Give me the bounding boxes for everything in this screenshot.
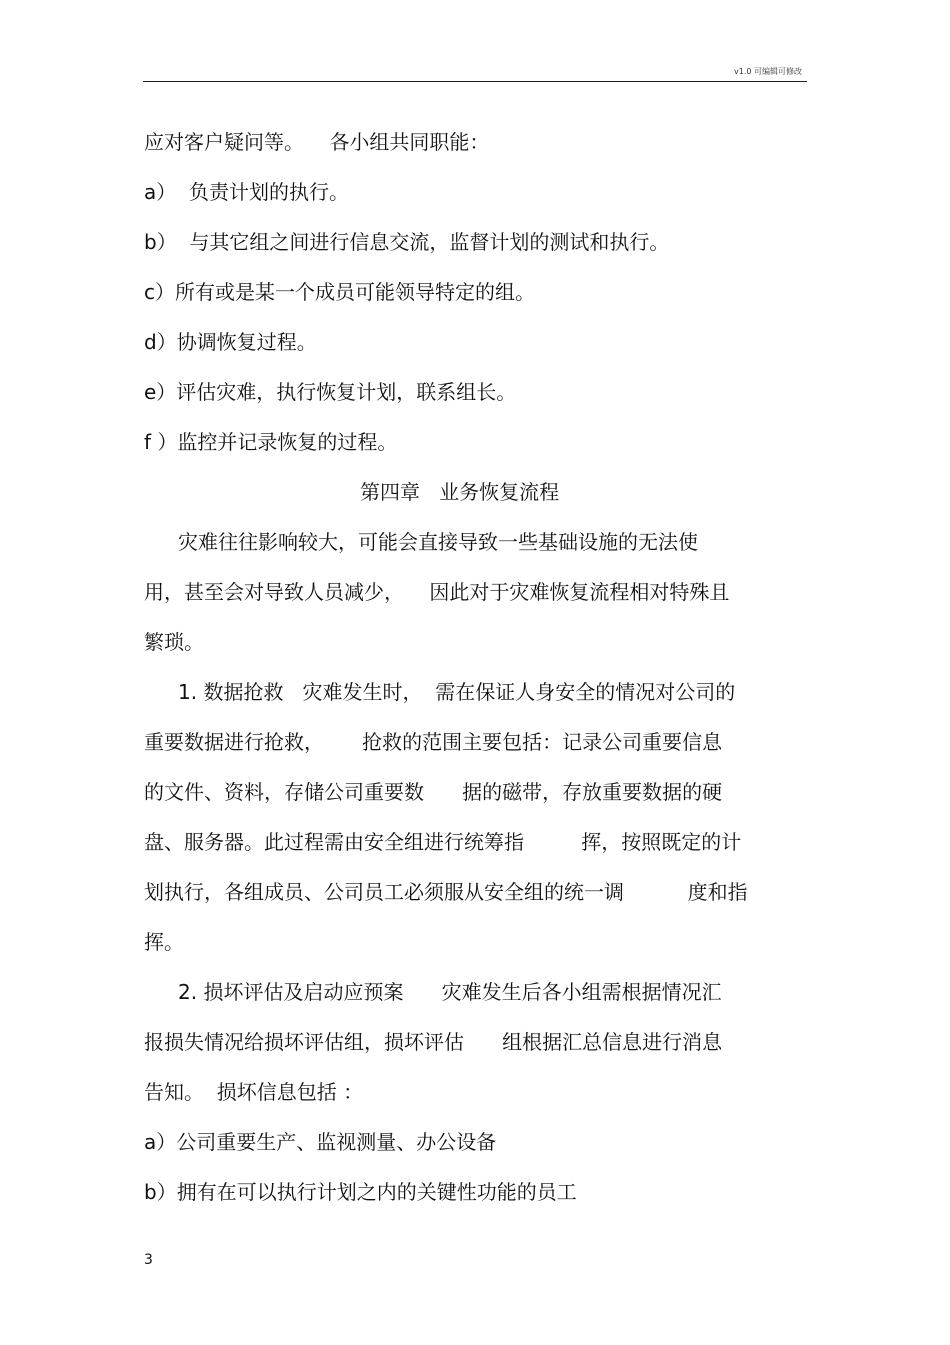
paragraph-line: 繁琐。 <box>144 630 204 654</box>
list-item-f: f ）监控并记录恢复的过程。 <box>144 430 398 454</box>
paragraph-line: 灾难往往影响较大，可能会直接导致一些基础设施的无法使 <box>178 530 698 554</box>
list-item-a: a） 负责计划的执行。 <box>144 180 349 204</box>
chapter-heading: 第四章 业务恢复流程 <box>360 480 560 504</box>
damage-list-item-b: b）拥有在可以执行计划之内的关键性功能的员工 <box>144 1180 577 1204</box>
page-number: 3 <box>144 1252 153 1268</box>
damage-list-item-a: a）公司重要生产、监视测量、办公设备 <box>144 1130 497 1154</box>
list-item-d: d）协调恢复过程。 <box>144 330 317 354</box>
paragraph-line: 挥。 <box>144 930 184 954</box>
paragraph-line: 的文件、资料，存储公司重要数 据的磁带，存放重要数据的硬 <box>144 780 723 804</box>
paragraph-line: 用，甚至会对导致人员减少， 因此对于灾难恢复流程相对特殊且 <box>144 580 730 604</box>
list-item-b: b） 与其它组之间进行信息交流，监督计划的测试和执行。 <box>144 230 670 254</box>
list-item-e: e）评估灾难，执行恢复计划，联系组长。 <box>144 380 517 404</box>
header-divider <box>143 81 807 82</box>
paragraph-line: 盘、服务器。此过程需由安全组进行统筹指 挥，按照既定的计 <box>144 830 742 854</box>
header-version-label: v1.0 可编辑可修改 <box>734 67 802 76</box>
section-damage-assessment-line: 2. 损坏评估及启动应预案 灾难发生后各小组需根据情况汇 <box>178 980 722 1004</box>
paragraph-line: 划执行，各组成员、公司员工必须服从安全组的统一调 度和指 <box>144 880 748 904</box>
paragraph-line: 报损失情况给损坏评估组，损坏评估 组根据汇总信息进行消息 <box>144 1030 723 1054</box>
paragraph-line: 告知。 损坏信息包括 ： <box>144 1080 364 1104</box>
section-data-rescue-line: 1. 数据抢救 灾难发生时， 需在保证人身安全的情况对公司的 <box>178 680 736 704</box>
list-item-c: c）所有或是某一个成员可能领导特定的组。 <box>144 280 535 304</box>
body-line-team-duties-intro: 应对客户疑问等。 各小组共同职能： <box>144 130 490 154</box>
paragraph-line: 重要数据进行抢救， 抢救的范围主要包括：记录公司重要信息 <box>144 730 723 754</box>
